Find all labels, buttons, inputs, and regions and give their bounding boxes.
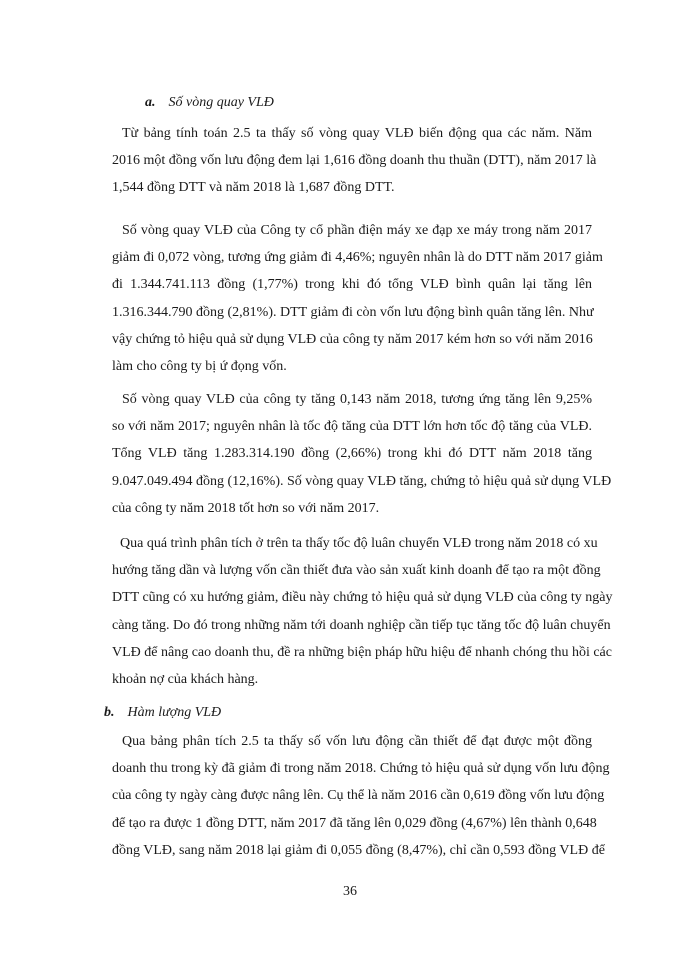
text-line: so với năm 2017; nguyên nhân là tốc độ tăng của DTT lớn hơn tốc độ tăng của VLĐ. bbox=[112, 419, 592, 435]
text-line: DTT cũng có xu hướng giảm, điều này chứng tỏ hiệu quả sử dụng VLĐ của công ty ngày bbox=[112, 590, 613, 606]
text-line: hướng tăng dần và lượng vốn cần thiết đưa vào sản xuất kinh doanh để tạo ra một đồng bbox=[112, 563, 601, 579]
section-heading-a bbox=[145, 94, 274, 112]
text-line: 1.316.344.790 đồng (2,81%). DTT giảm đi còn vốn lưu động bình quân tăng lên. Như bbox=[112, 304, 594, 320]
text-line: 2016 một đồng vốn lưu động đem lại 1,616 đồng doanh thu thuần (DTT), năm 2017 là bbox=[112, 153, 597, 169]
section-title: Số vòng quay VLĐ bbox=[168, 95, 274, 110]
text-line: càng tăng. Do đó trong những năm tới doanh nghiệp cần tiếp tục tăng tốc độ luân chuyển bbox=[112, 617, 611, 633]
section-marker: b. bbox=[104, 705, 115, 720]
section-heading-b bbox=[104, 704, 221, 722]
text-line: 1,544 đồng DTT và năm 2018 là 1,687 đồng DTT. bbox=[112, 180, 395, 196]
paragraph-3 bbox=[112, 386, 612, 522]
text-line: VLĐ để nâng cao doanh thu, đề ra những biện pháp hữu hiệu để nhanh chóng thu hồi các bbox=[112, 644, 612, 660]
text-line: giảm đi 0,072 vòng, tương ứng giảm đi 4,46%; nguyên nhân là do DTT năm 2017 giảm bbox=[112, 250, 603, 266]
text-line: khoản nợ của khách hàng. bbox=[112, 672, 259, 688]
text-line: làm cho công ty bị ứ đọng vốn. bbox=[112, 359, 287, 375]
page-number: 36 bbox=[343, 884, 357, 899]
text-line: Qua bảng phân tích 2.5 ta thấy số vốn lưu động cần thiết để đạt được một đồng bbox=[122, 734, 592, 749]
text-line: Qua quá trình phân tích ở trên ta thấy tốc độ luân chuyển VLĐ trong năm 2018 có xu bbox=[120, 536, 598, 551]
text-line: của công ty năm 2018 tốt hơn so với năm 2017. bbox=[112, 500, 380, 516]
text-line: vậy chứng tỏ hiệu quả sử dụng VLĐ của công ty năm 2017 kém hơn so với năm 2016 bbox=[112, 331, 593, 347]
paragraph-5 bbox=[112, 728, 610, 864]
text-line: doanh thu trong kỳ đã giảm đi trong năm 2018. Chứng tỏ hiệu quả sử dụng vốn lưu động bbox=[112, 761, 610, 777]
text-line: Số vòng quay VLĐ của công ty tăng 0,143 năm 2018, tương ứng tăng lên 9,25% bbox=[122, 392, 592, 407]
text-line: Tổng VLĐ tăng 1.283.314.190 đồng (2,66%) trong khi đó DTT năm 2018 tăng bbox=[112, 446, 592, 462]
section-marker: a. bbox=[145, 95, 156, 110]
text-line: để tạo ra được 1 đồng DTT, năm 2017 đã tăng lên 0,029 đồng (4,67%) lên thành 0,648 bbox=[112, 815, 597, 831]
text-line: Từ bảng tính toán 2.5 ta thấy số vòng quay VLĐ biến động qua các năm. Năm bbox=[122, 126, 592, 141]
paragraph-4 bbox=[112, 530, 613, 693]
section-title: Hàm lượng VLĐ bbox=[127, 705, 222, 720]
paragraph-2 bbox=[112, 217, 603, 380]
text-line: đi 1.344.741.113 đồng (1,77%) trong khi đó tổng VLĐ bình quân lại tăng lên bbox=[112, 277, 592, 293]
paragraph-1 bbox=[112, 120, 597, 202]
text-line: 9.047.049.494 đồng (12,16%). Số vòng quay VLĐ tăng, chứng tỏ hiệu quả sử dụng VLĐ bbox=[112, 473, 612, 489]
text-line: Số vòng quay VLĐ của Công ty cổ phần điện máy xe đạp xe máy trong năm 2017 bbox=[122, 223, 592, 238]
text-line: của công ty ngày càng được nâng lên. Cụ thể là năm 2016 cần 0,619 đồng vốn lưu động bbox=[112, 788, 605, 804]
text-line: đồng VLĐ, sang năm 2018 lại giảm đi 0,055 đồng (8,47%), chỉ cần 0,593 đồng VLĐ để bbox=[112, 842, 605, 858]
